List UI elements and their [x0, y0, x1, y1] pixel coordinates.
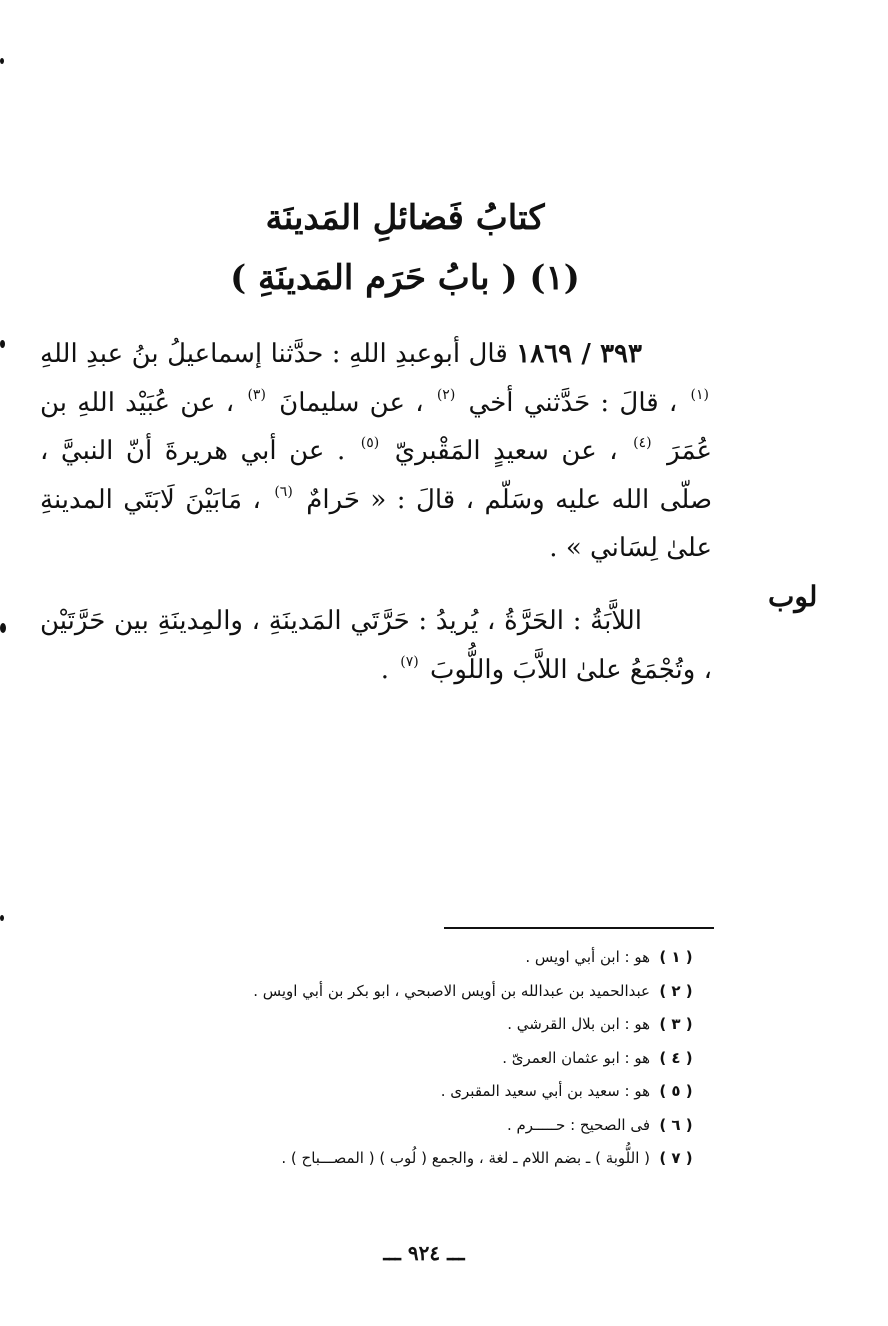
- hadith-text: ، مَابَيْنَ لَابَتَي المدينةِ علىٰ لِسَاني » .: [40, 484, 712, 563]
- margin-root-word: لوب: [768, 580, 818, 613]
- scan-speck: [0, 623, 6, 633]
- footnote-item: [30, 941, 702, 975]
- scan-speck: [0, 58, 4, 64]
- footnote-text: هو : ابو عثمان العمرىّ .: [502, 1048, 650, 1067]
- footnote-item: [30, 1142, 702, 1176]
- gloss-text: .: [380, 654, 389, 685]
- footnote-item: [30, 975, 702, 1009]
- footnote-item: [30, 1075, 702, 1109]
- gloss-text: اللاَّبَةُ : الحَرَّةُ ، يُريدُ : حَرَّتَي المَدينَةِ ، والمِدينَةِ بين حَرَّتَيْن ، وتُجْمَعُ علىٰ اللاَّبَ واللُّوبَ: [40, 606, 712, 685]
- footnote-number: ( ٤ ): [659, 1048, 693, 1067]
- footnote-text: هو : ابن أبي اويس .: [525, 948, 650, 966]
- footnote-number: ( ١ ): [659, 948, 693, 966]
- footnote-text: ( اللُّوبة ) ـ بضم اللام ـ لغة ، والجمع ( لُوب ) ( المصـــباح ) .: [281, 1149, 650, 1167]
- footnote-ref-2[interactable]: (٢): [436, 386, 456, 403]
- footnote-ref-6[interactable]: (٦): [274, 483, 293, 500]
- footnote-text: فى الصحيح : حـــــرم .: [506, 1115, 650, 1134]
- page-number: ـــ ٩٢٤ ـــ: [383, 1241, 465, 1265]
- footnote-separator: [444, 927, 714, 929]
- hadith-paragraph: [40, 330, 712, 573]
- footnote-ref-1[interactable]: (١): [690, 386, 709, 403]
- hadith-number: ٣٩٣ / ١٨٦٩: [516, 339, 642, 369]
- hadith-text: . عن أبي هريرةَ أنّ النبيَّ ، صلّى الله عليه وسَلّم ، قالَ : « حَرامٌ: [40, 436, 713, 515]
- gloss-paragraph: [40, 597, 712, 694]
- hadith-text: قال أبوعبدِ اللهِ : حدَّثنا إسماعيلُ بنُ عبدِ اللهِ: [40, 339, 508, 369]
- footnote-ref-5[interactable]: (٥): [360, 435, 380, 451]
- footnote-number: ( ٥ ): [659, 1082, 693, 1100]
- hadith-text: ، عن عُبَيْد اللهِ بن عُمَرَ: [40, 387, 713, 466]
- footnote-ref-7[interactable]: (٧): [400, 653, 419, 670]
- hadith-text: ، عن سليمانَ: [279, 387, 424, 418]
- footnote-text: هو : سعيد بن أبي سعيد المقبرى .: [440, 1082, 650, 1100]
- book-title: كتابُ فَضائلِ المَدينَة: [265, 198, 545, 238]
- footnote-ref-4[interactable]: (٤): [633, 435, 652, 451]
- footnote-number: ( ٣ ): [659, 1015, 693, 1033]
- footnote-number: ( ٦ ): [659, 1115, 693, 1134]
- footnote-item: [30, 1042, 702, 1076]
- footnote-item: [30, 1008, 702, 1042]
- scan-speck: [0, 915, 4, 921]
- hadith-text: ، قالَ : حَدَّثني أخي: [468, 387, 678, 418]
- footnote-text: عبدالحميد بن عبدالله بن أويس الاصبحي ، ابو بكر بن أبي اويس .: [253, 981, 650, 1000]
- footnote-number: ( ٧ ): [659, 1149, 693, 1167]
- chapter-title: (١) ( بابُ حَرَم المَدينَةِ ): [230, 258, 580, 298]
- footnotes-list: [30, 941, 702, 1176]
- scan-speck: [0, 340, 5, 348]
- hadith-text: ، عن سعيدٍ المَقْبريّ: [394, 436, 618, 466]
- footnote-number: ( ٢ ): [659, 981, 693, 1000]
- footnote-item: [30, 1109, 702, 1143]
- footnote-ref-3[interactable]: (٣): [247, 386, 266, 403]
- footnote-text: هو : ابن بلال القرشي .: [507, 1015, 650, 1033]
